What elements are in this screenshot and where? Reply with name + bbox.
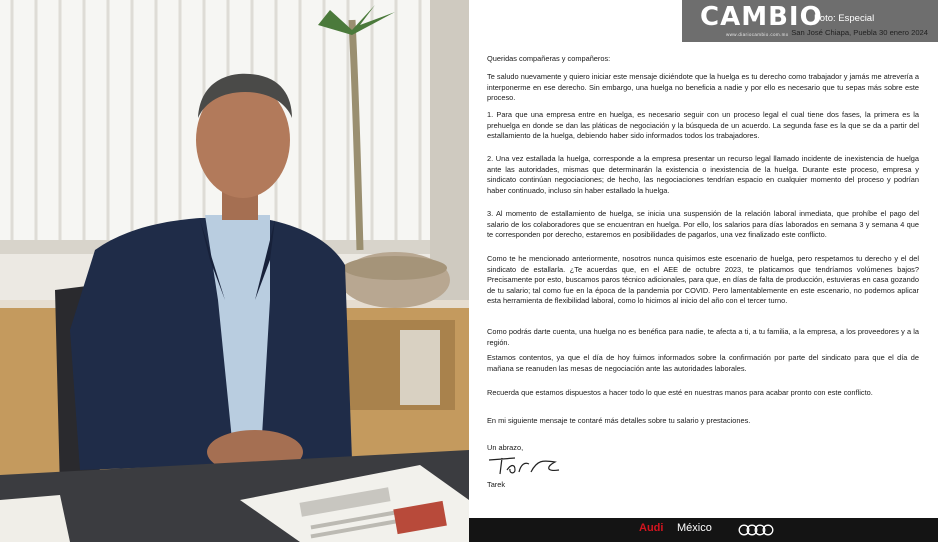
paragraph-negotiation: Estamos contentos, ya que el día de hoy fuimos informados sobre la confirmación por parte del sindicato para que el día de mañana se reanuden las mesas de negociación ante las autoridades laborales. [487,353,919,373]
footer-country: México [677,522,712,534]
handwritten-signature [485,452,565,480]
paragraph-impact: Como podrás darte cuenta, una huelga no es benéfica para nadie, te afecta a ti, a tu familia, a la empresa, a los proveedores y a la región. [487,327,919,347]
cambio-url: www.diariocambio.com.mx [726,32,789,37]
audi-rings-icon [737,524,775,536]
paragraph-next-message: En mi siguiente mensaje te contaré más detalles sobre tu salario y prestaciones. [487,416,751,425]
paragraph-scenario: Como te he mencionado anteriormente, nosotros nunca quisimos este escenario de huelga, pero respetamos tu derecho y el del sindicato de estallarla. ¿Te acuerdas que, en el AEE de octubre 2023, te platicamos que tendríamos volúmenes bajos? Precisamente por esto, buscamos paros técnico adicionales, para que, en días de falta de producción, estuvieras en casa gozando de tu salario; tal como fue en la época de la pandemia por COVID. Pero lamentablemente en este escenario, no podemos aplicar esta herramienta de flexibilidad laboral, como lo hicimos al inicio del año con el tercer turno. [487,254,919,306]
paragraph-point-2: 2. Una vez estallada la huelga, corresponde a la empresa presentar un recurso legal llamado incidente de inexistencia de huelga ante las autoridades, mismas que determinarán la existencia o inexistencia de la huelga. Durante este proceso, empresa y sindicato continúan negociaciones; de hecho, las negociaciones tendrían espacio en cualquier momento del proceso y podrían haber continuado, incluso sin haber estallado la huelga. [487,154,919,195]
place-date: San José Chiapa, Puebla 30 enero 2024 [791,28,928,37]
paragraph-commitment: Recuerda que estamos dispuestos a hacer todo lo que esté en nuestras manos para acabar pronto con este conflicto. [487,388,873,397]
signoff: Un abrazo, [487,443,524,452]
signer-name: Tarek [487,480,506,489]
paragraph-intro: Te saludo nuevamente y quiero iniciar este mensaje diciéndote que la huelga es tu derecho como trabajador y jamás me atrevería a interponerme en ese derecho. Sin embargo, una huelga no beneficia a nadie y por ello es necesario que tu sepas más sobre este proceso. [487,72,919,103]
letter-document [469,0,938,542]
salutation: Queridas compañeras y compañeros: [487,54,611,63]
cambio-logo: CAMBIO [700,2,823,32]
audi-wordmark: Audi [639,522,664,534]
paragraph-point-1: 1. Para que una empresa entre en huelga, es necesario seguir con un proceso legal el cual tiene dos fases, la primera es la prehuelga en donde se dan las pláticas de negociación y la búsqueda de un acuerdo. La segunda fase es la que se da a partir del estallamiento de la huelga, debiendo haber sido informados todos los trabajadores. [487,110,919,141]
photo-credit: Foto: Especial [814,13,875,24]
paragraph-point-3: 3. Al momento de estallamiento de huelga, se inicia una suspensión de la relación laboral inmediata, que prohíbe el pago del salario de los colaboradores que se encuentran en huelga. Por ello, los salarios para días laborados en semana 3 y semana 4 que te corresponden por derecho, estaremos en posibilidades de pagarlos, una vez finalizado este conflicto. [487,209,919,240]
